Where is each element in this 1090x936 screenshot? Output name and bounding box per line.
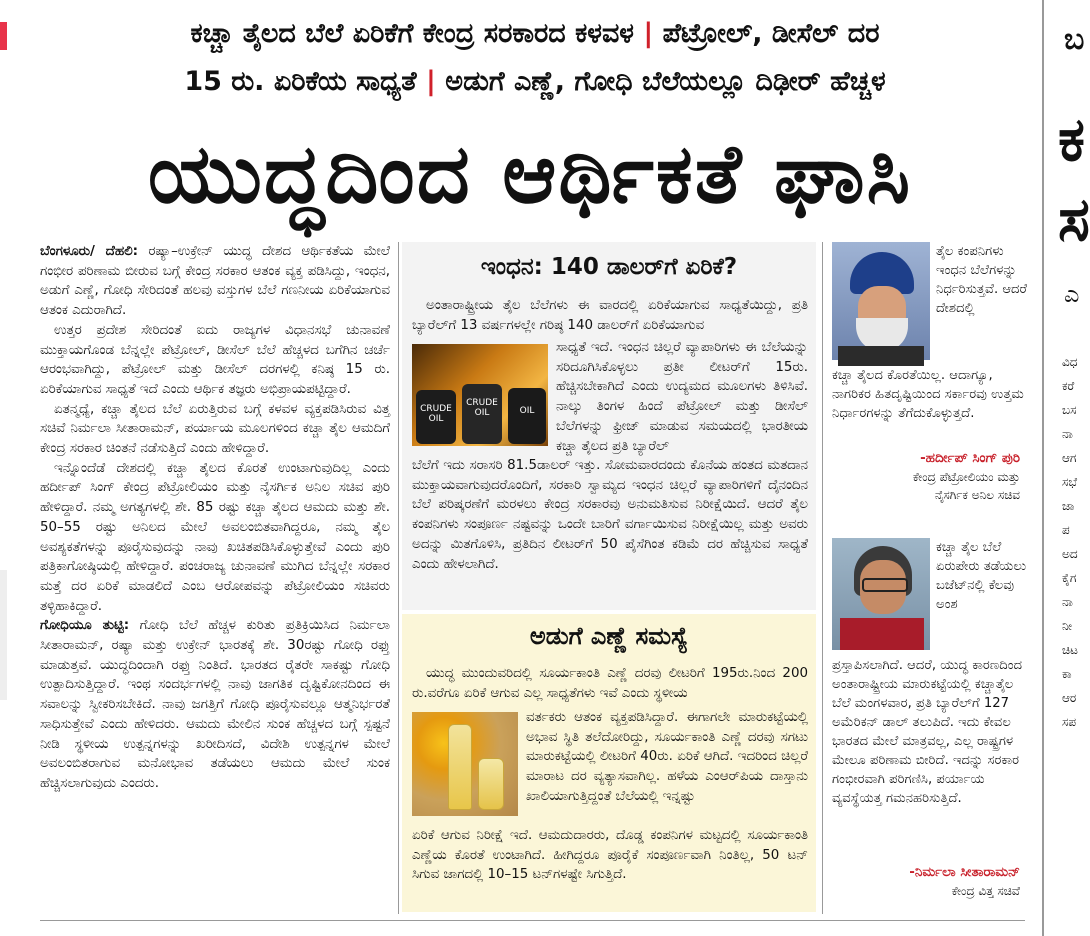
sub-heading-wheat: ಗೋಧಿಯೂ ತುಟ್ಟಿ: xyxy=(40,618,130,634)
edge-top-char: ಬ xyxy=(1064,22,1085,57)
kicker-line-1 xyxy=(40,14,1030,54)
kicker-text-1b: ಪೆಟ್ರೋಲ್, ಡೀಸೆಲ್ ದರ xyxy=(662,18,880,49)
barrel-label-1: CRUDE OIL xyxy=(420,404,452,424)
edge-sub-char: ಎ xyxy=(1064,280,1080,308)
edge-line: ಚಿಟ xyxy=(1062,643,1078,657)
edge-line: ಕರೆ xyxy=(1062,379,1075,393)
edge-line: ಬಸ xyxy=(1062,403,1077,417)
barrel-2 xyxy=(462,384,502,444)
fuel-box-lead: ಅಂತಾರಾಷ್ಟ್ರೀಯ ತೈಲ ಬೆಲೆಗಳು ಈ ವಾರದಲ್ಲಿ ಏರಿಕೆಯಾಗುವ ಸಾಧ್ಯತೆಯಿದ್ದು, ಪ್ರತಿ ಬ್ಯಾರೆಲ್‌ಗೆ 13 ವರ್ಷಗಳಲ್ಲೇ ಗರಿಷ್ಠ 140 ಡಾಲರ್‌ಗೆ ಏರಿಕೆಯಾಗುವ xyxy=(412,298,808,333)
glasses xyxy=(862,578,908,592)
edge-line: ಕಾ xyxy=(1062,667,1072,681)
quote1-beside: ತೈಲ ಕಂಪನಿಗಳು ಇಂಧನ ಬೆಲೆಗಳನ್ನು ನಿರ್ಧರಿಸುತ್ತವೆ. ಆದರೆ ದೇಶದಲ್ಲಿ xyxy=(936,244,1028,316)
oil-box-title: ಅಡುಗೆ ಎಣ್ಣೆ ಸಮಸ್ಯೆ xyxy=(529,622,689,650)
quote2-beside: ಕಚ್ಚಾ ತೈಲ ಬೆಲೆ ಏರುಪೇರು ತಡೆಯಲು ಬಜೆಟ್‌ನಲ್ಲಿ ಕೆಲವು ಅಂಶ xyxy=(936,540,1027,612)
suit xyxy=(838,346,924,366)
dateline: ಬೆಂಗಳೂರು/ ದೆಹಲಿ: xyxy=(40,244,138,259)
story-p5: ಗೋಧಿ ಬೆಲೆ ಹೆಚ್ಚಳ ಕುರಿತು ಪ್ರತಿಕ್ರಿಯಿಸಿದ ನಿರ್ಮಲಾ ಸೀತಾರಾಮನ್, ರಷ್ಯಾ ಮತ್ತು ಉಕ್ರೇನ್ ಭಾರತಕ್ಕೆ ಶೇ. 30ರಷ್ಟು ಗೋಧಿ ರಫ್ತು ಮಾಡುತ್ತವೆ. ಯುದ್ಧದಿಂದಾಗಿ ರಫ್ತು ನಿಂತಿದೆ. ಭಾರತದ ರೈತರೇ ಸಾಕಷ್ಟು ಗೋಧಿ ಉತ್ಪಾದಿಸುತ್ತಿದ್ದಾರೆ. ಇಂಥ ಸಂದರ್ಭಗಳಲ್ಲಿ ನಾವು ಜಾಗತಿಕ ದೃಷ್ಟಿಕೋನದಿಂದ ಈ ಸವಾಲನ್ನು ಸ್ವೀಕರಿಸಬೇಕಿದೆ. ನಾವು ಜಗತ್ತಿಗೆ ಗೋಧಿ ಪೂರೈಸುವಲ್ಲೂ ಆತ್ಮನಿರ್ಭರತೆ ಸಾಧಿಸುತ್ತೇವೆ ಎಂದು ಹೇಳಿದರು. ಆಮದು ಮೇಲಿನ ಸುಂಕ ಹೆಚ್ಚಳದ ಬಗ್ಗೆ ಸ್ಪಷ್ಟನೆ ನೀಡಿ ಸ್ಥಳೀಯ ಉತ್ಪನ್ನಗಳನ್ನು ಖರೀದಿಸದೆ, ವಿದೇಶಿ ಉತ್ಪನ್ನಗಳ ಮೇಲೆ ಅವಲಂಬಿತರಾಗುವ ಮನೋಭಾವ ತಡೆಯಲು ಆಮದು ಮೇಲೆ ಸುಂಕ ಹೆಚ್ಚಿಸಲಾಗುವುದು ಎಂದರು. xyxy=(40,618,390,791)
barrel-3 xyxy=(508,388,546,444)
edge-line: ಕೈಗ xyxy=(1062,571,1077,585)
column-rule-1 xyxy=(398,242,399,914)
edge-line: ಪ xyxy=(1062,523,1070,537)
kicker-text-2a: 15 ರು. ಏರಿಕೆಯ ಸಾಧ್ಯತೆ xyxy=(184,66,417,97)
hardeep-puri-photo xyxy=(832,242,930,360)
kicker-text-2b: ಅಡುಗೆ ಎಣ್ಣೆ, ಗೋಧಿ ಬೆಲೆಯಲ್ಲೂ ದಿಢೀರ್ ಹೆಚ್ಚಳ xyxy=(445,66,886,97)
fuel-box-tail: ಬೆಲೆಗೆ ಇದು ಸರಾಸರಿ 81.5ಡಾಲರ್ ಇತ್ತು. ಸೋಮವಾರದಂದು ಕೊನೆಯ ಹಂತದ ಮತದಾನ ಮುಕ್ತಾಯವಾಗುವುದರೊಂದಿಗೆ, ಸರಕಾರಿ ಸ್ವಾಮ್ಯದ ಇಂಧನ ಚಿಲ್ಲರೆ ವ್ಯಾಪಾರಿಗಳಿಗೆ ದೈನಂದಿನ ಬೆಲೆ ಪರಿಷ್ಕರಣೆಗೆ ಮರಳಲು ಕೇಂದ್ರ ಸರಕಾರವು ಅನುಮತಿಸುವ ನಿರೀಕ್ಷೆಯಿದೆ. ಆದರೆ ತೈಲ ಕಂಪನಿಗಳು ಸಂಪೂರ್ಣ ನಷ್ಟವನ್ನು ಒಂದೇ ಬಾರಿಗೆ ವರ್ಗಾಯಿಸುವ ನಿರೀಕ್ಷೆಯಿಲ್ಲ ಮತ್ತು ಅವರು ಅದನ್ನು ಮಿತಗೊಳಿಸಿ, ಪ್ರತಿದಿನ ಲೀಟರ್‌ಗೆ 50 ಪೈಸೆಗಿಂತ ಕಡಿಮೆ ದರ ಹೆಚ್ಚಿಸುವ ಸಾಧ್ಯತೆ ಎಂದು ಹೇಳಲಾಗಿದೆ. xyxy=(412,458,808,572)
column-rule-2 xyxy=(822,242,823,914)
edge-big-char: ಕ ಸ xyxy=(1058,105,1090,255)
kicker-line-2 xyxy=(40,62,1030,102)
quote1-role-1: ಕೇಂದ್ರ ಪೆಟ್ರೋಲಿಯಂ ಮತ್ತು xyxy=(912,470,1020,484)
saree xyxy=(840,618,924,650)
edge-line: ನಾ xyxy=(1062,595,1073,609)
edge-line: ಆಗ xyxy=(1062,451,1077,465)
edge-text-lines xyxy=(1062,350,1078,734)
oil-box-lead: ಯುದ್ಧ ಮುಂದುವರಿದಲ್ಲಿ ಸೂರ್ಯಕಾಂತಿ ಎಣ್ಣೆ ದರವು ಲೀಟರಿಗೆ 195ರು.ನಿಂದ 200 ರು.ವರೆಗೂ ಏರಿಕೆ ಆಗುವ ಎಲ್ಲ ಸಾಧ್ಯತೆಗಳು ಇವೆ ಎಂದು ಸ್ಥಳೀಯ xyxy=(412,666,808,701)
quote2-below: ಪ್ರಸ್ತಾಪಿಸಲಾಗಿದೆ. ಆದರೆ, ಯುದ್ಧ ಕಾರಣದಿಂದ ಅಂತಾರಾಷ್ಟ್ರೀಯ ಮಾರುಕಟ್ಟೆಯಲ್ಲಿ ಕಚ್ಚಾತೈಲ ಬೆಲೆ ಮಂಗಳವಾರ, ಪ್ರತಿ ಬ್ಯಾರೆಲ್‌ಗೆ 127 ಅಮೆರಿಕನ್ ಡಾಲ್ ತಲುಪಿದೆ. ಇದು ಕೇವಲ ಭಾರತದ ಮೇಲೆ ಮಾತ್ರವಲ್ಲ, ಎಲ್ಲ ರಾಷ್ಟ್ರಗಳ ಮೇಲೂ ಪರಿಣಾಮ ಬೀರಿದೆ. ಇದನ್ನು ಸರಕಾರ ಗಂಭೀರವಾಗಿ ಪರಿಗಣಿಸಿ, ಪರ್ಯಾಯ ವ್ಯವಸ್ಥೆಯತ್ತ ಗಮನಹರಿಸುತ್ತಿದೆ. xyxy=(832,658,1023,806)
edge-line: ಆರ xyxy=(1062,691,1077,705)
left-margin-strip xyxy=(0,22,7,50)
kicker-separator: | xyxy=(643,18,654,49)
story-p1: ರಷ್ಯಾ–ಉಕ್ರೇನ್ ಯುದ್ಧ ದೇಶದ ಆರ್ಥಿಕತೆಯ ಮೇಲೆ ಗಂಭೀರ ಪರಿಣಾಮ ಬೀರುವ ಬಗ್ಗೆ ಕೇಂದ್ರ ಸರಕಾರ ಆತಂಕ ವ್ಯಕ್ತ ಪಡಿಸಿದ್ದು, ಇಂಧನ, ಅಡುಗೆ ಎಣ್ಣೆ, ಗೋಧಿ ಸೇರಿದಂತೆ ಹಲವು ವಸ್ತುಗಳ ಬೆಲೆ ಗಣನೀಯ ಏರಿಕೆಯಾಗುವ ಆತಂಕ ಎದುರಾಗಿದೆ. xyxy=(40,244,390,319)
edge-line: ನಾ xyxy=(1062,427,1073,441)
story-p4: ಇನ್ನೊಂದೆಡೆ ದೇಶದಲ್ಲಿ ಕಚ್ಚಾ ತೈಲದ ಕೊರತೆ ಉಂಟಾಗುವುದಿಲ್ಲ ಎಂದು ಹರ್ದೀಪ್ ಸಿಂಗ್ ಕೇಂದ್ರ ಪೆಟ್ರೋಲಿಯಂ ಮತ್ತು ನೈಸರ್ಗಿಕ ಅನಿಲ ಸಚಿವ ಪುರಿ ಹೇಳಿದ್ದಾರೆ. ನಮ್ಮ ಅಗತ್ಯಗಳಲ್ಲಿ ಶೇ. 85 ರಷ್ಟು ಕಚ್ಚಾ ತೈಲದ ಆಮದು ಮತ್ತು ಶೇ. 50–55 ರಷ್ಟು ಅನಿಲದ ಮೇಲೆ ಅವಲಂಬಿತವಾಗಿದ್ದರೂ, ನಮ್ಮ ತೈಲ ಅವಶ್ಯಕತೆಗಳನ್ನು ಪೂರೈಸುವುದನ್ನು ನಾವು ಖಚಿತಪಡಿಸಿಕೊಳ್ಳುತ್ತೇವೆ ಎಂದು ಪುರಿ ಪತ್ರಿಕಾಗೋಷ್ಠಿಯಲ್ಲಿ ಹೇಳಿದ್ದಾರೆ. ಪಂಚರಾಜ್ಯ ಚುನಾವಣೆ ಮುಗಿದ ಬೆನ್ನಲ್ಲೇ ಸರಕಾರ ಮತ್ತೆ ದರ ಏರಿಕೆ ಮಾಡಲಿದೆ ಎಂಬ ಆರೋಪವನ್ನು ಪೆಟ್ರೋಲಿಯಂ ಸಚಿವರು ತಳ್ಳಿಹಾಕಿದ್ದಾರೆ. xyxy=(40,460,390,614)
edge-line: ಜಾ xyxy=(1062,499,1075,513)
fuel-box-body: ಸಾಧ್ಯತೆ ಇದೆ. ಇಂಧನ ಚಿಲ್ಲರೆ ವ್ಯಾಪಾರಿಗಳು ಈ ಬೆಲೆಯನ್ನು ಸರಿದೂಗಿಸಿಕೊಳ್ಳಲು ಪ್ರತೀ ಲೀಟರ್‌ಗೆ 15ರು. ಹೆಚ್ಚಿಸಬೇಕಾಗಿದೆ ಎಂದು ಉದ್ಯಮದ ಮೂಲಗಳು ತಿಳಿಸಿವೆ. ನಾಲ್ಕು ತಿಂಗಳ ಹಿಂದೆ ಪೆಟ್ರೋಲ್ ಮತ್ತು ಡೀಸೆಲ್ ಬೆಲೆಗಳನ್ನು ಫ್ರೀಜ್ ಮಾಡುವ ಸಮಯದಲ್ಲಿ ಭಾರತೀಯ ಕಚ್ಚಾ ತೈಲದ ಪ್ರತಿ ಬ್ಯಾರೆಲ್ xyxy=(556,340,808,454)
page-headline: ಯುದ್ಧದಿಂದ ಆರ್ಥಿಕತೆ ಘಾಸಿ xyxy=(147,127,913,222)
crude-oil-barrels-photo xyxy=(412,344,548,446)
right-edge-divider xyxy=(1042,0,1044,936)
barrel-1 xyxy=(416,390,456,444)
quote2-role: ಕೇಂದ್ರ ವಿತ್ತ ಸಚಿವೆ xyxy=(951,884,1020,898)
kicker-text-1a: ಕಚ್ಚಾ ತೈಲದ ಬೆಲೆ ಏರಿಕೆಗೆ ಕೇಂದ್ರ ಸರಕಾರದ ಕಳವಳ xyxy=(190,18,634,49)
kicker-separator-2: | xyxy=(426,66,436,97)
right-edge-fragment xyxy=(1046,0,1090,936)
oil-bottle-2 xyxy=(478,758,504,810)
edge-line: ಸಭೆ xyxy=(1062,475,1078,489)
sunflower-oil-photo xyxy=(412,712,518,816)
barrel-label-3: OIL xyxy=(519,406,535,416)
left-margin-strip-2 xyxy=(0,570,7,700)
main-story xyxy=(40,242,390,907)
fuel-box-title: ಇಂಧನ: 140 ಡಾಲರ್‌ಗೆ ಏರಿಕೆ? xyxy=(480,254,738,280)
story-p3: ಏತನ್ಮಧ್ಯೆ, ಕಚ್ಚಾ ತೈಲದ ಬೆಲೆ ಏರುತ್ತಿರುವ ಬಗ್ಗೆ ಕಳವಳ ವ್ಯಕ್ತಪಡಿಸಿರುವ ವಿತ್ತ ಸಚಿವೆ ನಿರ್ಮಲಾ ಸೀತಾರಾಮನ್, ಪರ್ಯಾಯ ಮೂಲಗಳಿಂದ ಕಚ್ಚಾ ತೈಲ ಆಮದಿಗೆ ಕೇಂದ್ರ ಸರಕಾರ ಚಿಂತನೆ ನಡೆಸುತ್ತಿದೆ ಎಂದು ಹೇಳಿದ್ದಾರೆ. xyxy=(40,401,390,457)
edge-line: ಅದ xyxy=(1062,547,1078,561)
oil-box-body: ವರ್ತಕರು ಆತಂಕ ವ್ಯಕ್ತಪಡಿಸಿದ್ದಾರೆ. ಈಗಾಗಲೇ ಮಾರುಕಟ್ಟೆಯಲ್ಲಿ ಅಭಾವ ಸ್ಥಿತಿ ತಲೆದೋರಿದ್ದು, ಸೂರ್ಯಕಾಂತಿ ಎಣ್ಣೆ ದರವು ಸಗಟು ಮಾರುಕಟ್ಟೆಯಲ್ಲಿ ಲೀಟರಿಗೆ 40ರು. ಏರಿಕೆ ಆಗಿದೆ. ಇದರಿಂದ ಚಿಲ್ಲರೆ ಮಾರಾಟ ದರ ವ್ಯತ್ಯಾಸವಾಗಿಲ್ಲ. ಹಳೆಯ ಎಂಆರ್‌ಪಿಯ ದಾಸ್ತಾನು ಖಾಲಿಯಾಗುತ್ತಿದ್ದಂತೆ ಬೆಲೆಯಲ್ಲಿ ಇನ್ನಷ್ಟು xyxy=(526,710,808,804)
edge-line: ವಿಧ xyxy=(1062,355,1078,369)
nirmala-sitharaman-photo xyxy=(832,538,930,650)
quote2-name: -ನಿರ್ಮಲಾ ಸೀತಾರಾಮನ್ xyxy=(909,864,1020,880)
edge-line: ನೀ xyxy=(1062,619,1073,633)
oil-box-tail: ಏರಿಕೆ ಆಗುವ ನಿರೀಕ್ಷೆ ಇದೆ. ಆಮದುದಾರರು, ದೊಡ್ಡ ಕಂಪನಿಗಳ ಮಟ್ಟದಲ್ಲಿ ಸೂರ್ಯಕಾಂತಿ ಎಣ್ಣೆಯ ಕೊರತೆ ಉಂಟಾಗಿದೆ. ಹೀಗಿದ್ದರೂ ಪೂರೈಕೆ ಸಂಪೂರ್ಣವಾಗಿ ನಿಂತಿಲ್ಲ, 50 ಟನ್ ಸಿಗುವ ಜಾಗದಲ್ಲಿ 10–15 ಟನ್‌ಗಳಷ್ಟೇ ಸಿಗುತ್ತಿದೆ. xyxy=(412,828,808,883)
quote1-role-2: ನೈಸರ್ಗಿಕ ಅನಿಲ ಸಚಿವ xyxy=(934,488,1020,502)
quote1-below: ಕಚ್ಚಾ ತೈಲದ ಕೊರತೆಯಿಲ್ಲ. ಆದಾಗ್ಯೂ, ನಾಗರಿಕರ ಹಿತದೃಷ್ಟಿಯಿಂದ ಸರ್ಕಾರವು ಉತ್ತಮ ನಿರ್ಧಾರಗಳನ್ನು ತೆಗೆದುಕೊಳ್ಳುತ್ತದೆ. xyxy=(832,368,1024,421)
bottom-rule xyxy=(40,920,1025,921)
barrel-label-2: CRUDE OIL xyxy=(466,398,498,418)
story-p2: ಉತ್ತರ ಪ್ರದೇಶ ಸೇರಿದಂತೆ ಐದು ರಾಜ್ಯಗಳ ವಿಧಾನಸಭೆ ಚುನಾವಣೆ ಮುಕ್ತಾಯಗೊಂಡ ಬೆನ್ನಲ್ಲೇ ಪೆಟ್ರೋಲ್, ಡೀಸೆಲ್ ಬೆಲೆ ಹೆಚ್ಚಳದ ಬಗೆಗಿನ ಚರ್ಚೆ ಆರಂಭವಾಗಿದ್ದು, ಪೆಟ್ರೋಲ್ ಮತ್ತು ಡೀಸೆಲ್ ದರಗಳಲ್ಲಿ ಕನಿಷ್ಠ 15 ರು. ಏರಿಕೆಯಾಗುವ ಸಾಧ್ಯತೆ ಇದೆ ಎಂದು ಆರ್ಥಿಕ ತಜ್ಞರು ಅಭಿಪ್ರಾಯಪಟ್ಟಿದ್ದಾರೆ. xyxy=(40,322,390,397)
quote1-name: -ಹರ್ದೀಪ್ ಸಿಂಗ್ ಪುರಿ xyxy=(920,450,1020,466)
edge-line: ಸಪ xyxy=(1062,715,1077,729)
oil-bottle xyxy=(448,724,472,810)
